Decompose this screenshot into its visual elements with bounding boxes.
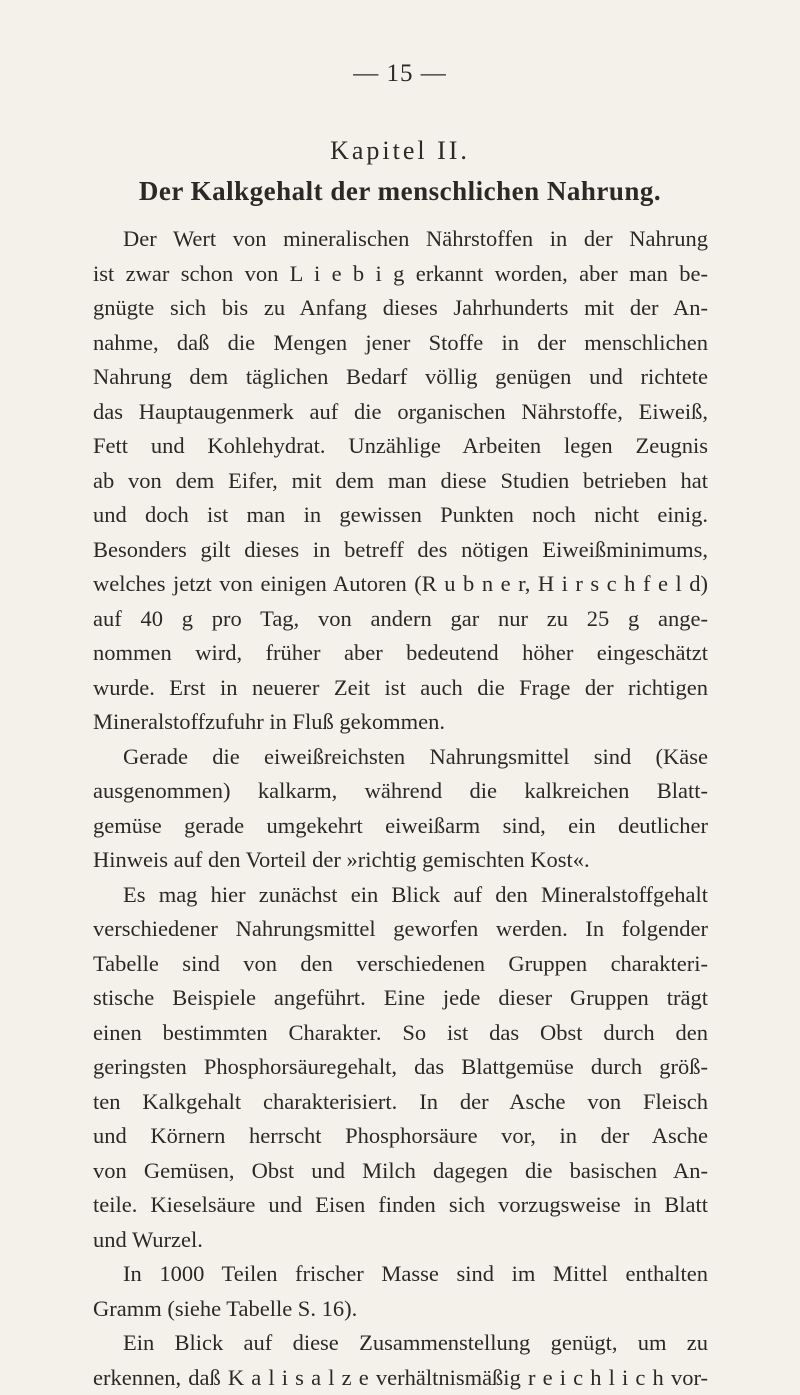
- body-text: [93, 222, 708, 1395]
- text-line: Der Wert von mineralischen Nährstoffen in der Nahrung: [93, 222, 708, 257]
- text-line: und Wurzel.: [93, 1223, 708, 1258]
- text-line: Gerade die eiweißreichsten Nahrungsmittel sind (Käse: [93, 740, 708, 775]
- text-line: gnügte sich bis zu Anfang dieses Jahrhunderts mit der An-: [93, 291, 708, 326]
- text-line: erkennen, daß K a l i s a l z e verhältnismäßig r e i c h l i c h vor-: [93, 1361, 708, 1395]
- text-line: teile. Kieselsäure und Eisen finden sich vorzugsweise in Blatt: [93, 1188, 708, 1223]
- text-line: das Hauptaugenmerk auf die organischen Nährstoffe, Eiweiß,: [93, 395, 708, 430]
- text-line: verschiedener Nahrungsmittel geworfen werden. In folgender: [93, 912, 708, 947]
- text-line: wurde. Erst in neuerer Zeit ist auch die Frage der richtigen: [93, 671, 708, 706]
- text-line: Mineralstoffzufuhr in Fluß gekommen.: [93, 705, 708, 740]
- text-line: welches jetzt von einigen Autoren (R u b n e r, H i r s c h f e l d): [93, 567, 708, 602]
- text-line: einen bestimmten Charakter. So ist das Obst durch den: [93, 1016, 708, 1051]
- text-line: Tabelle sind von den verschiedenen Gruppen charakteri-: [93, 947, 708, 982]
- text-line: geringsten Phosphorsäuregehalt, das Blattgemüse durch größ-: [93, 1050, 708, 1085]
- text-line: ab von dem Eifer, mit dem man diese Studien betrieben hat: [93, 464, 708, 499]
- chapter-heading: Kapitel II.: [0, 136, 800, 166]
- text-line: In 1000 Teilen frischer Masse sind im Mittel enthalten: [93, 1257, 708, 1292]
- text-line: nahme, daß die Mengen jener Stoffe in der menschlichen: [93, 326, 708, 361]
- text-line: Ein Blick auf diese Zusammenstellung genügt, um zu: [93, 1326, 708, 1361]
- text-line: ausgenommen) kalkarm, während die kalkreichen Blatt-: [93, 774, 708, 809]
- text-line: Es mag hier zunächst ein Blick auf den Mineralstoffgehalt: [93, 878, 708, 913]
- text-line: nommen wird, früher aber bedeutend höher eingeschätzt: [93, 636, 708, 671]
- page-title: Der Kalkgehalt der menschlichen Nahrung.: [0, 176, 800, 207]
- text-line: ist zwar schon von L i e b i g erkannt worden, aber man be-: [93, 257, 708, 292]
- text-line: und doch ist man in gewissen Punkten noch nicht einig.: [93, 498, 708, 533]
- text-line: gemüse gerade umgekehrt eiweißarm sind, ein deutlicher: [93, 809, 708, 844]
- text-line: Hinweis auf den Vorteil der »richtig gemischten Kost«.: [93, 843, 708, 878]
- text-line: von Gemüsen, Obst und Milch dagegen die basischen An-: [93, 1154, 708, 1189]
- text-line: Fett und Kohlehydrat. Unzählige Arbeiten legen Zeugnis: [93, 429, 708, 464]
- text-line: Nahrung dem täglichen Bedarf völlig genügen und richtete: [93, 360, 708, 395]
- text-line: und Körnern herrscht Phosphorsäure vor, in der Asche: [93, 1119, 708, 1154]
- text-line: stische Beispiele angeführt. Eine jede dieser Gruppen trägt: [93, 981, 708, 1016]
- text-line: ten Kalkgehalt charakterisiert. In der Asche von Fleisch: [93, 1085, 708, 1120]
- text-line: Besonders gilt dieses in betreff des nötigen Eiweißminimums,: [93, 533, 708, 568]
- text-line: auf 40 g pro Tag, von andern gar nur zu 25 g ange-: [93, 602, 708, 637]
- text-line: Gramm (siehe Tabelle S. 16).: [93, 1292, 708, 1327]
- page-number: — 15 —: [0, 60, 800, 88]
